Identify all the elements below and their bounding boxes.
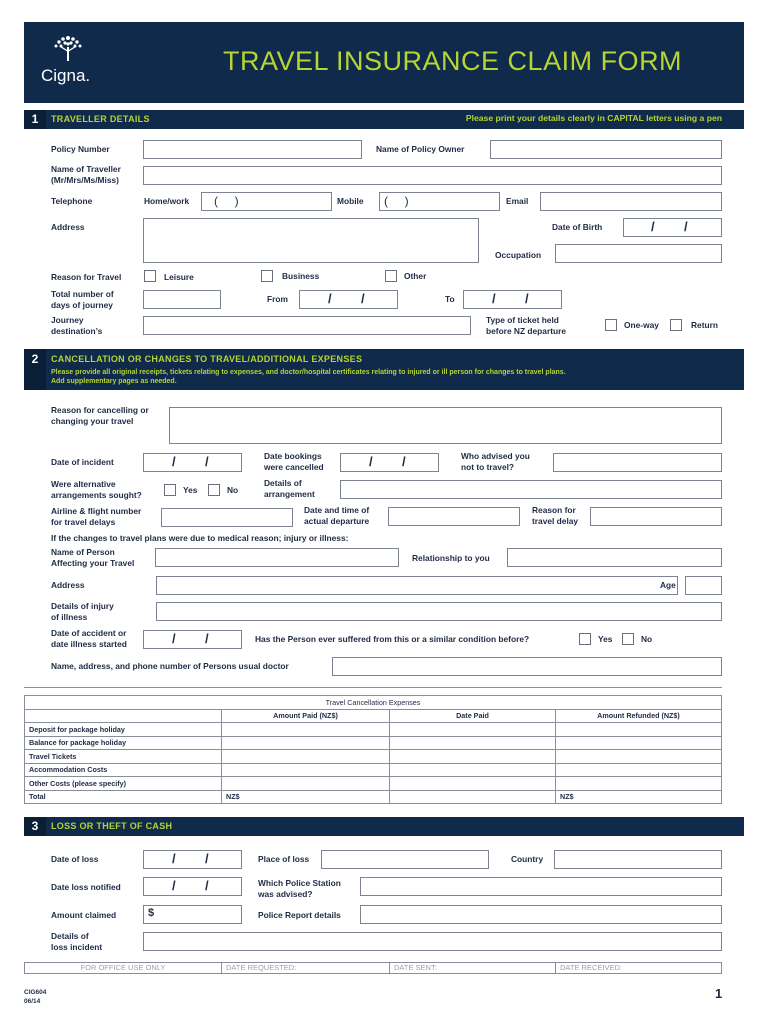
- table-cell: Balance for package holiday: [25, 736, 222, 750]
- dob-slash-1: /: [651, 219, 655, 234]
- dob-label: Date of Birth: [552, 222, 603, 232]
- section-3-title: LOSS OR THEFT OF CASH: [51, 821, 173, 831]
- alt-arrangements-label: Were alternative arrangements sought?: [51, 479, 142, 500]
- person-address-label: Address: [51, 580, 85, 590]
- section-1-number: 1: [24, 110, 46, 129]
- expenses-col-header: Date Paid: [390, 709, 556, 723]
- place-loss-label: Place of loss: [258, 854, 310, 864]
- to-slash-2: /: [525, 291, 529, 306]
- reason-change-field[interactable]: [169, 407, 722, 444]
- section-2-bar: [24, 349, 744, 390]
- total-days-field[interactable]: [143, 290, 221, 309]
- section-3-number: 3: [24, 817, 46, 836]
- date-notified-label: Date loss notified: [51, 882, 121, 892]
- alt-yes-checkbox[interactable]: [164, 484, 176, 496]
- date-bookings-field[interactable]: [340, 453, 439, 472]
- return-label: Return: [691, 320, 718, 330]
- table-cell[interactable]: [556, 736, 722, 750]
- table-cell[interactable]: [390, 777, 556, 791]
- alt-no-checkbox[interactable]: [208, 484, 220, 496]
- person-affecting-label: Name of Person Affecting your Travel: [51, 547, 135, 568]
- police-station-label: Which Police Station was advised?: [258, 878, 341, 899]
- police-station-field[interactable]: [360, 877, 722, 896]
- home-work-label: Home/work: [144, 196, 190, 206]
- brand-logo: Cigna.: [41, 66, 91, 85]
- relationship-field[interactable]: [507, 548, 722, 567]
- person-affecting-field[interactable]: [155, 548, 399, 567]
- table-cell[interactable]: [222, 777, 390, 791]
- expenses-col-header: Amount Refunded (NZ$): [556, 709, 722, 723]
- details-arrangement-field[interactable]: [340, 480, 722, 499]
- country-field[interactable]: [554, 850, 722, 869]
- dollar-sign: $: [148, 907, 155, 919]
- occupation-label: Occupation: [495, 250, 542, 260]
- section-1-bar: [24, 110, 744, 129]
- ticket-type-label: Type of ticket held before NZ departure: [486, 315, 567, 336]
- section-2-title: CANCELLATION OR CHANGES TO TRAVEL/ADDITIONAL EXPENSES: [51, 354, 363, 364]
- table-row: [25, 763, 722, 777]
- table-cell[interactable]: [556, 750, 722, 764]
- policy-number-label: Policy Number: [51, 144, 110, 154]
- suffered-yes-checkbox[interactable]: [579, 633, 591, 645]
- date-incident-slash-1: /: [172, 454, 176, 469]
- table-cell[interactable]: [556, 763, 722, 777]
- expenses-table: [24, 695, 722, 804]
- alt-no-label: No: [227, 485, 239, 495]
- details-arrangement-label: Details of arrangement: [264, 478, 315, 499]
- mobile-area-code: ( ): [384, 194, 409, 208]
- to-label: To: [445, 294, 455, 304]
- injury-details-label: Details of injury of illness: [51, 601, 114, 622]
- relationship-label: Relationship to you: [412, 553, 490, 563]
- return-checkbox[interactable]: [670, 319, 682, 331]
- age-field[interactable]: [685, 576, 722, 595]
- dob-field[interactable]: [623, 218, 722, 237]
- section-2-note: Please provide all original receipts, tickets relating to expenses, and doctor/hospital certificates relating to injured or ill person for changes to travel plans. Add supplementary pages as needed.: [51, 369, 566, 385]
- alt-yes-label: Yes: [183, 485, 198, 495]
- from-slash-1: /: [328, 291, 332, 306]
- cigna-tree-icon: [50, 34, 86, 64]
- suffered-no-checkbox[interactable]: [622, 633, 634, 645]
- traveller-name-label: Name of Traveller (Mr/Mrs/Ms/Miss): [51, 164, 121, 185]
- dob-slash-2: /: [684, 219, 688, 234]
- table-cell[interactable]: [390, 750, 556, 764]
- leisure-label: Leisure: [164, 272, 194, 282]
- date-bookings-label: Date bookings were cancelled: [264, 451, 324, 472]
- table-row: [25, 790, 722, 804]
- loss-details-field[interactable]: [143, 932, 722, 951]
- journey-destination-field[interactable]: [143, 316, 471, 335]
- table-cell[interactable]: [222, 763, 390, 777]
- policy-owner-label: Name of Policy Owner: [376, 144, 465, 154]
- airline-flight-field[interactable]: [161, 508, 293, 527]
- injury-details-field[interactable]: [156, 602, 722, 621]
- date-loss-field[interactable]: [143, 850, 242, 869]
- suffered-yes-label: Yes: [598, 634, 613, 644]
- policy-number-field[interactable]: [143, 140, 362, 159]
- expenses-col-header: [25, 709, 222, 723]
- traveller-name-field[interactable]: [143, 166, 722, 185]
- table-row: [25, 750, 722, 764]
- date-loss-slash-2: /: [205, 851, 209, 866]
- section-1-title: TRAVELLER DETAILS: [51, 114, 150, 124]
- date-requested-label: DATE REQUESTED:: [222, 963, 390, 973]
- to-slash-1: /: [492, 291, 496, 306]
- actual-departure-label: Date and time of actual departure: [304, 505, 370, 526]
- expenses-table-caption: Travel Cancellation Expenses: [25, 696, 722, 710]
- form-title: TRAVEL INSURANCE CLAIM FORM: [223, 46, 683, 76]
- to-date-field[interactable]: [463, 290, 562, 309]
- mobile-label: Mobile: [337, 196, 364, 206]
- policy-owner-field[interactable]: [490, 140, 722, 159]
- date-bookings-slash-1: /: [369, 454, 373, 469]
- accident-date-label: Date of accident or date illness started: [51, 628, 127, 649]
- form-code: CIG604 06/14: [24, 989, 47, 1005]
- suffered-no-label: No: [641, 634, 653, 644]
- date-notified-slash-2: /: [205, 878, 209, 893]
- who-advised-label: Who advised you not to travel?: [461, 451, 530, 472]
- office-use-label: FOR OFFICE USE ONLY: [25, 963, 222, 973]
- date-sent-label: DATE SENT:: [390, 963, 556, 973]
- table-cell[interactable]: [222, 750, 390, 764]
- date-notified-slash-1: /: [172, 878, 176, 893]
- address-label: Address: [51, 222, 85, 232]
- expenses-col-header: Amount Paid (NZ$): [222, 709, 390, 723]
- amount-claimed-label: Amount claimed: [51, 910, 117, 920]
- journey-destination-label: Journey destination’s: [51, 315, 103, 336]
- table-row: [25, 736, 722, 750]
- table-cell[interactable]: [390, 736, 556, 750]
- section-2-number: 2: [24, 349, 46, 390]
- airline-flight-label: Airline & flight number for travel delays: [51, 506, 142, 527]
- date-bookings-slash-2: /: [402, 454, 406, 469]
- usual-doctor-field[interactable]: [332, 657, 722, 676]
- address-field[interactable]: [143, 218, 479, 263]
- from-label: From: [267, 294, 288, 304]
- one-way-checkbox[interactable]: [605, 319, 617, 331]
- table-cell: Total: [25, 790, 222, 804]
- age-label: Age: [660, 580, 676, 590]
- suffered-before-label: Has the Person ever suffered from this or a similar condition before?: [255, 634, 530, 644]
- who-advised-field[interactable]: [553, 453, 722, 472]
- table-row: [25, 723, 722, 737]
- medical-note: If the changes to travel plans were due to medical reason; injury or illness:: [51, 533, 349, 543]
- table-cell[interactable]: [390, 763, 556, 777]
- date-notified-field[interactable]: [143, 877, 242, 896]
- table-cell: Other Costs (please specify): [25, 777, 222, 791]
- loss-details-label: Details of loss incident: [51, 931, 103, 952]
- table-cell[interactable]: NZ$: [222, 790, 390, 804]
- accident-slash-1: /: [172, 631, 176, 646]
- other-label: Other: [404, 271, 427, 281]
- total-days-label: Total number of days of journey: [51, 289, 114, 310]
- usual-doctor-label: Name, address, and phone number of Persons usual doctor: [51, 661, 289, 671]
- one-way-label: One-way: [624, 320, 659, 330]
- home-phone-area-code: ( ): [214, 194, 239, 208]
- country-label: Country: [511, 854, 544, 864]
- place-loss-field[interactable]: [321, 850, 489, 869]
- email-label: Email: [506, 196, 529, 206]
- table-cell[interactable]: [556, 777, 722, 791]
- email-field[interactable]: [540, 192, 722, 211]
- reason-change-label: Reason for cancelling or changing your travel: [51, 405, 149, 426]
- other-checkbox[interactable]: [385, 270, 397, 282]
- reason-travel-label: Reason for Travel: [51, 272, 122, 282]
- date-incident-label: Date of incident: [51, 457, 114, 467]
- date-loss-slash-1: /: [172, 851, 176, 866]
- table-cell[interactable]: [390, 790, 556, 804]
- date-loss-label: Date of loss: [51, 854, 99, 864]
- business-checkbox[interactable]: [261, 270, 273, 282]
- section-3-bar: [24, 817, 744, 836]
- accident-slash-2: /: [205, 631, 209, 646]
- date-received-label: DATE RECEIVED:: [560, 963, 622, 972]
- telephone-label: Telephone: [51, 196, 93, 206]
- business-label: Business: [282, 271, 320, 281]
- table-cell[interactable]: [556, 723, 722, 737]
- table-cell[interactable]: [222, 723, 390, 737]
- table-cell: Accommodation Costs: [25, 763, 222, 777]
- table-cell[interactable]: NZ$: [556, 790, 722, 804]
- table-cell[interactable]: [390, 723, 556, 737]
- page-number: 1: [715, 986, 723, 1001]
- police-report-field[interactable]: [360, 905, 722, 924]
- section-divider: [24, 687, 722, 688]
- amount-claimed-field[interactable]: [143, 905, 242, 924]
- office-use-strip: [24, 962, 722, 974]
- table-cell: Travel Tickets: [25, 750, 222, 764]
- table-cell[interactable]: [222, 736, 390, 750]
- from-slash-2: /: [361, 291, 365, 306]
- leisure-checkbox[interactable]: [144, 270, 156, 282]
- from-date-field[interactable]: [299, 290, 398, 309]
- police-report-label: Police Report details: [258, 910, 341, 920]
- person-address-field[interactable]: [156, 576, 678, 595]
- occupation-field[interactable]: [555, 244, 722, 263]
- date-incident-field[interactable]: [143, 453, 242, 472]
- section-1-note: Please print your details clearly in CAPITAL letters using a pen: [465, 113, 722, 123]
- reason-delay-field[interactable]: [590, 507, 722, 526]
- table-row: [25, 777, 722, 791]
- date-incident-slash-2: /: [205, 454, 209, 469]
- reason-delay-label: Reason for travel delay: [532, 505, 579, 526]
- accident-date-field[interactable]: [143, 630, 242, 649]
- table-cell: Deposit for package holiday: [25, 723, 222, 737]
- actual-departure-field[interactable]: [388, 507, 520, 526]
